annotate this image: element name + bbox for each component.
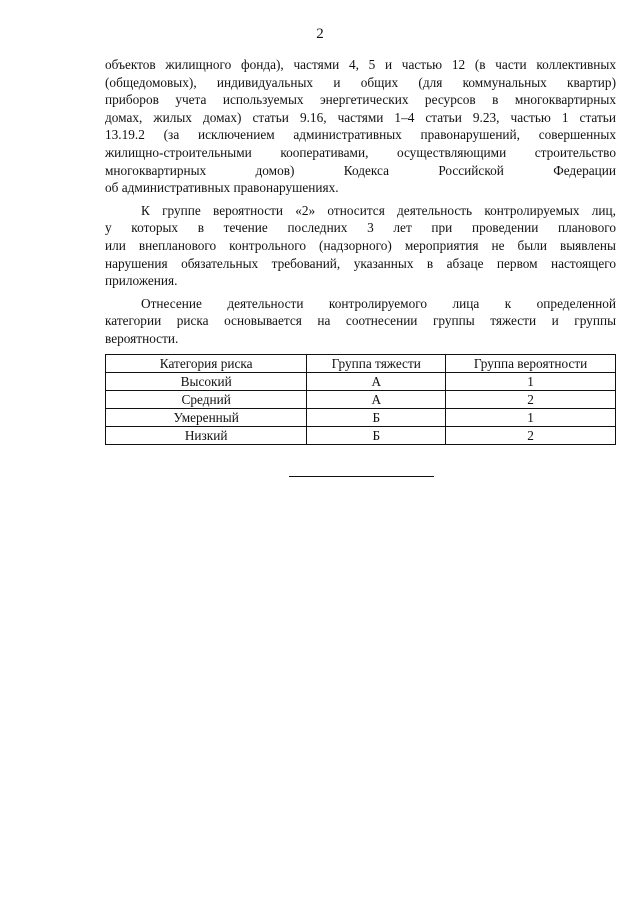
paragraph-3 — [105, 295, 616, 348]
text-line: вероятности. — [105, 330, 179, 346]
document-body — [105, 56, 616, 348]
risk-category-table — [105, 354, 616, 445]
end-separator-line — [289, 476, 434, 477]
table-row — [106, 427, 616, 445]
table-row — [106, 373, 616, 391]
table-cell: 1 — [446, 373, 616, 391]
text-line: у которых в течение последних 3 лет при проведении планового — [105, 220, 616, 236]
text-line: нарушения обязательных требований, указанных в абзаце первом настоящего — [105, 255, 616, 271]
text-line: категории риска основывается на соотнесении группы тяжести и группы — [105, 313, 616, 329]
table-row — [106, 391, 616, 409]
text-line: К группе вероятности «2» относится деятельность контролируемых лиц, — [141, 202, 616, 218]
table-cell: Высокий — [106, 373, 307, 391]
column-header-severity-group: Группа тяжести — [307, 355, 446, 373]
text-line: жилищно-строительными кооперативами, осуществляющими строительство — [105, 144, 616, 160]
table-cell: Умеренный — [106, 409, 307, 427]
paragraph-1 — [105, 56, 616, 197]
column-header-probability-group: Группа вероятности — [446, 355, 616, 373]
table-cell: 1 — [446, 409, 616, 427]
table-cell: А — [307, 373, 446, 391]
text-line: об административных правонарушениях. — [105, 180, 339, 196]
table-header-row — [106, 355, 616, 373]
text-line: многоквартирных домов) Кодекса Российской Федерации — [105, 162, 616, 178]
table-cell: Б — [307, 409, 446, 427]
text-line: или внепланового контрольного (надзорного) мероприятия не были выявлены — [105, 237, 616, 253]
table-row — [106, 409, 616, 427]
text-line: (общедомовых), индивидуальных и общих (для коммунальных квартир) — [105, 74, 616, 90]
table-cell: Средний — [106, 391, 307, 409]
table-cell: Б — [307, 427, 446, 445]
text-line: приложения. — [105, 273, 178, 289]
text-line: приборов учета используемых энергетических ресурсов в многоквартирных — [105, 92, 616, 108]
page-number: 2 — [316, 26, 324, 42]
text-line: домах, жилых домах) статьи 9.16, частями 1–4 статьи 9.23, частью 1 статьи — [105, 109, 616, 125]
table-cell: Низкий — [106, 427, 307, 445]
table-cell: 2 — [446, 427, 616, 445]
table-cell: 2 — [446, 391, 616, 409]
table-cell: А — [307, 391, 446, 409]
text-line: объектов жилищного фонда), частями 4, 5 и частью 12 (в части коллективных — [105, 57, 616, 72]
text-line: 13.19.2 (за исключением административных правонарушений, совершенных — [105, 127, 616, 143]
text-line: Отнесение деятельности контролируемого лица к определенной — [141, 295, 616, 311]
paragraph-2 — [105, 202, 616, 290]
column-header-risk-category: Категория риска — [106, 355, 307, 373]
